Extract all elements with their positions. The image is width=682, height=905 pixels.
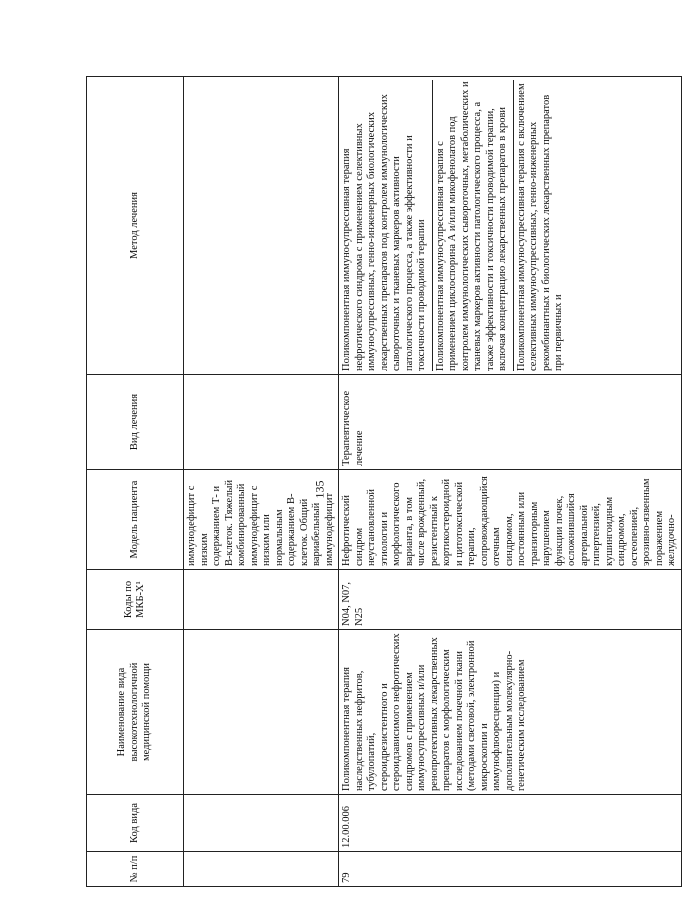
rotated-table-container (86, 77, 677, 887)
cell-model: иммунодефицит с низким содержанием Т- и В-клеток. Тяжелый комбинированный иммунодефицит с низким или нормальным содержанием В-клеток. Общий вариабельный иммунодефицит (184, 470, 339, 570)
cell-type (184, 375, 339, 470)
cell-code: 12.00.006 (339, 795, 682, 852)
method-item: Поликомпонентная иммуносупрессивная терапия с применением циклоспорина А и/или микофенолатов под контролем иммунологических сывороточных, метаболических и тканевых маркеров активности патологического процесса, а также эффективности и токсичности проводимой терапии, включая концентрацию лекарственных препаратов в крови (435, 80, 514, 371)
header-code: Код вида (87, 795, 184, 852)
header-model: Модель пациента (87, 470, 184, 570)
cell-num: 79 (339, 852, 682, 887)
method-item: Поликомпонентная иммуносупрессивная терапия с включением селективных иммуносупрессивных, генно-инженерных рекомбинантных и биологических лекарственных препаратов при первичных и (515, 83, 564, 371)
table-row (339, 77, 682, 887)
header-type: Вид лечения (87, 375, 184, 470)
cell-model: Нефротический синдром неустановленной этиологии и морфологического варианта, в том числе врожденный, резистентный к кортикостероидной и цитотоксической терапии, сопровождающийся отечным синдромом, постоянным или транзиторным нарушением функции почек, осложнившийся артериальной гипертензией, кушингоидным синдромом, остеопенией, эрозивно-язвенным поражением желудочно- (339, 470, 682, 570)
page-number: 135 (312, 480, 327, 499)
method-item: Поликомпонентная иммуносупрессивная терапия нефротического синдрома с применением селективных иммуносупрессивных, генно-инженерных биологических лекарственных препаратов под контролем иммунологических сывороточных и тканевых маркеров активности патологического процесса, а также эффективности и токсичности проводимой терапии (341, 80, 433, 371)
cell-name (184, 630, 339, 795)
cell-icd: N04, N07, N25 (339, 570, 682, 630)
header-row (87, 77, 184, 887)
vmp-table (86, 76, 682, 887)
header-icd: Коды по МКБ-X¹ (87, 570, 184, 630)
header-name: Наименование вида высокотехнологичной медицинской помощи (87, 630, 184, 795)
cell-name: Поликомпонентная терапия наследственных нефритов, тубулопатий, стероидрезистентного и стероидзависимого нефротических синдромов с применением иммуносупрессивных и/или ренопротективных лекарственных препаратов с морфологическим исследованием почечной ткани (методами световой, электронной микроскопии и иммунофлюоресценции) и дополнительным молекулярно-генетическим исследованием (339, 630, 682, 795)
cell-icd (184, 570, 339, 630)
cell-code (184, 795, 339, 852)
cell-num (184, 852, 339, 887)
header-num: № п/п (87, 852, 184, 887)
cell-type: Терапевтическое лечение (339, 375, 682, 470)
cell-method (339, 77, 682, 375)
cell-method (184, 77, 339, 375)
header-method: Метод лечения (87, 77, 184, 375)
table-row (184, 77, 339, 887)
